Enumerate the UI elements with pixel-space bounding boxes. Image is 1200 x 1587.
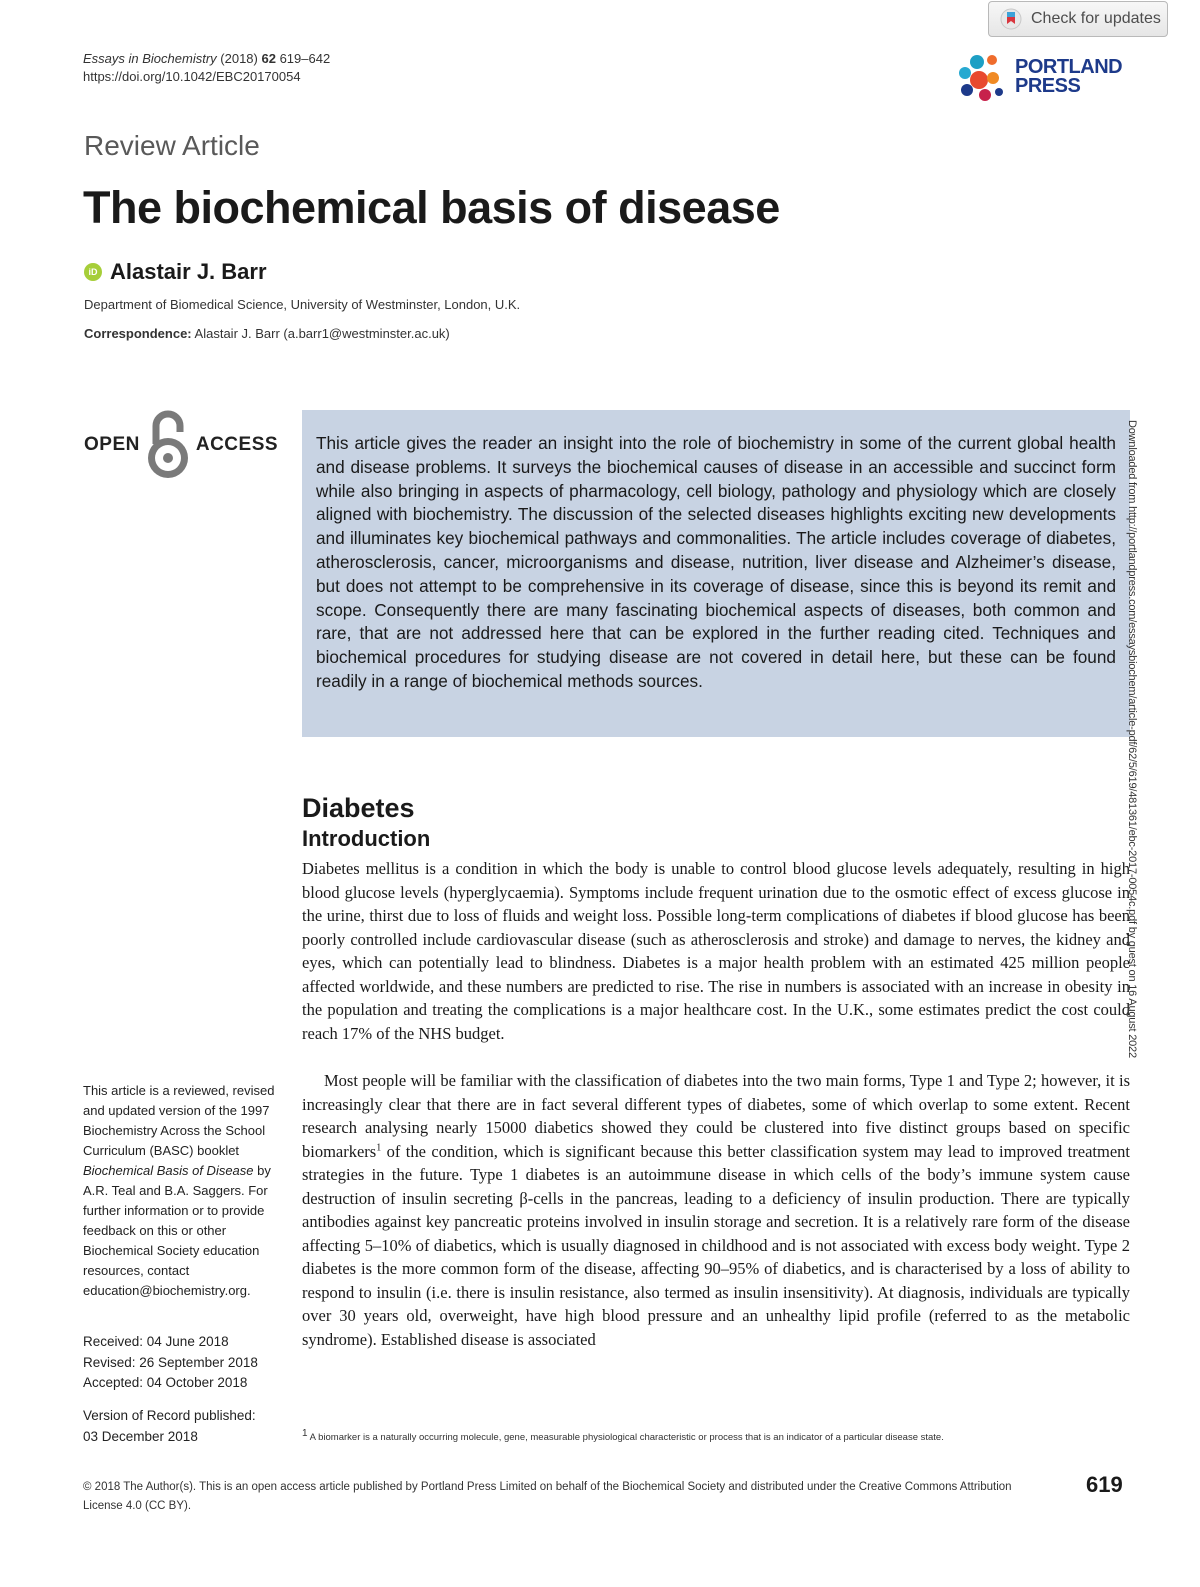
open-access-badge — [84, 408, 278, 482]
open-access-right: ACCESS — [195, 434, 279, 455]
date-received: Received: 04 June 2018 — [83, 1334, 229, 1349]
download-watermark — [1126, 420, 1160, 1180]
doi-link[interactable]: https://doi.org/10.1042/EBC20170054 — [83, 69, 301, 84]
date-accepted: Accepted: 04 October 2018 — [83, 1375, 248, 1390]
sidebar-note-b: by A.R. Teal and B.A. Saggers. For further information or to provide feedback on this or other Biochemical Society education resources, contact education@biochemistry.org. — [83, 1163, 271, 1298]
sidebar-note-italic: Biochemical Basis of Disease — [83, 1163, 254, 1178]
paragraph-2-part-b: of the condition, which is significant because this better classification system may lead to improved treatment strategies in the future. Type 1 diabetes is an autoimmune disease in which cells of the body’s immune system cause destruction of insulin secreting β-cells in the pancreas, leading to a deficiency of insulin production. There are typically antibodies against key pancreatic proteins involved in insulin storage and secretion. It is a relatively rare form of the disease affecting 5–10% of diabetics, which is usually diagnosed in childhood and is not associated with excess body weight. Type 2 diabetes is the more common form of the disease, affecting 90–95% of diabetics, and is characterised by a loss of ability to respond to insulin (i.e. there is insulin resistance, also termed as insulin insensitivity). At diagnosis, individuals are typically over 30 years old, overweight, have high blood pressure and an unhealthy lipid profile (referred to as the metabolic syndrome). Established disease is associated — [302, 1141, 1130, 1349]
open-lock-icon — [142, 408, 194, 482]
correspondence — [84, 326, 450, 341]
article-type: Review Article — [84, 130, 260, 161]
footnote — [302, 1427, 944, 1443]
body-paragraph-2 — [302, 1069, 1130, 1351]
footnote-text: A biomarker is a naturally occurring molecule, gene, measurable physiological characteristic or process that is an indicator of a particular disease state. — [307, 1432, 944, 1443]
sidebar-note-a: This article is a reviewed, revised and updated version of the 1997 Biochemistry Across the School Curriculum (BASC) booklet — [83, 1083, 275, 1158]
section-heading: Diabetes — [302, 793, 415, 823]
correspondence-text: Alastair J. Barr (a.barr1@westminster.ac.uk) — [194, 326, 450, 341]
orcid-icon[interactable]: iD — [84, 263, 102, 281]
download-note: Downloaded from http://portlandpress.com/essaysbiochem/article-pdf/62/5/619/481361/ebc-2017-0054c.pdf by guest on 16 August 2022 — [1126, 420, 1138, 1058]
vor-label: Version of Record published: — [83, 1408, 256, 1423]
publisher-line1: PORTLAND — [1015, 56, 1123, 78]
article-title: The biochemical basis of disease — [83, 182, 780, 233]
paragraph-1-text: Diabetes mellitus is a condition in which the body is unable to control blood glucose levels adequately, resulting in high blood glucose levels (hyperglycaemia). Symptoms include frequent urination due to the osmotic effect of excess glucose in the urine, thirst due to loss of fluids and weight loss. Possible long-term complications of diabetes if blood glucose has been poorly controlled include cardiovascular disease (such as atherosclerosis and stroke) and damage to nerves, the kidney and eyes, which can potentially lead to blindness. Diabetes is a major health problem with an estimated 425 million people affected worldwide, and these numbers are predicted to rise. The rise in numbers is associated with an increase in obesity in the population and treating the complications is a major healthcare cost. In the U.K., some estimates predict the cost could reach 17% of the NHS budget. — [302, 859, 1130, 1043]
journal-pages: 619–642 — [279, 51, 331, 66]
journal-citation — [83, 50, 330, 86]
abstract-box — [302, 410, 1130, 737]
footnote-ref-1[interactable]: 1 — [376, 1142, 382, 1153]
journal-year: (2018) — [220, 51, 258, 66]
check-for-updates-label: Check for updates — [1031, 10, 1161, 27]
license-text: © 2018 The Author(s). This is an open access article published by Portland Press Limited on behalf of the Biochemical Society and distributed under the Creative Commons Attribution License 4.0 (CC BY). — [83, 1481, 1012, 1512]
paragraph-2-part-a: Most people will be familiar with the classification of diabetes into the two main forms, Type 1 and Type 2; however, it is increasingly clear that there are in fact several different types of diabetes, some of which overlap to some extent. Recent research analysing nearly 15000 diabetics showed they could be clustered into five distinct groups based on specific biomarkers — [302, 1071, 1130, 1161]
footnote-marker: 1 — [302, 1427, 308, 1439]
vor-date: 03 December 2018 — [83, 1428, 198, 1444]
journal-volume: 62 — [261, 51, 276, 66]
journal-name: Essays in Biochemistry — [83, 51, 217, 66]
publisher-wordmark — [1015, 58, 1122, 96]
publisher-line2: PRESS — [1015, 75, 1081, 97]
page-number: 619 — [1086, 1472, 1123, 1497]
article-dates — [83, 1332, 258, 1394]
check-for-updates-button[interactable] — [988, 1, 1168, 37]
version-of-record — [83, 1406, 256, 1447]
author-row — [84, 259, 267, 285]
affiliation: Department of Biomedical Science, University of Westminster, London, U.K. — [84, 297, 521, 312]
crossmark-icon — [999, 7, 1023, 31]
open-access-left: OPEN — [84, 434, 140, 455]
body-paragraph-1 — [302, 857, 1130, 1045]
sidebar-note — [83, 1081, 278, 1301]
paragraph-2-text — [302, 1069, 1130, 1351]
author-name: Alastair J. Barr — [110, 259, 267, 284]
correspondence-label: Correspondence: — [84, 326, 192, 341]
date-revised: Revised: 26 September 2018 — [83, 1354, 258, 1370]
abstract-text: This article gives the reader an insight into the role of biochemistry in some of the current global health and disease problems. It surveys the biochemical causes of disease in an accessible and succinct form while also bringing in aspects of pharmacology, cell biology, pathology and physiology which are closely aligned with biochemistry. The discussion of the selected diseases highlights exciting new developments and illuminates key biochemical pathways and commonalities. The article includes coverage of diabetes, atherosclerosis, cancer, microorganisms and disease, nutrition, liver disease and Alzheimer’s disease, but does not attempt to be comprehensive in its coverage of disease, since this is beyond its remit and scope. Consequently there are many fascinating biochemical aspects of diseases, both common and rare, that are not addressed here that can be explored in the further reading cited. Techniques and biochemical procedures for studying disease are not covered in detail here, but these can be found readily in a range of biochemical methods sources. — [316, 433, 1116, 691]
subsection-heading: Introduction — [302, 826, 431, 851]
